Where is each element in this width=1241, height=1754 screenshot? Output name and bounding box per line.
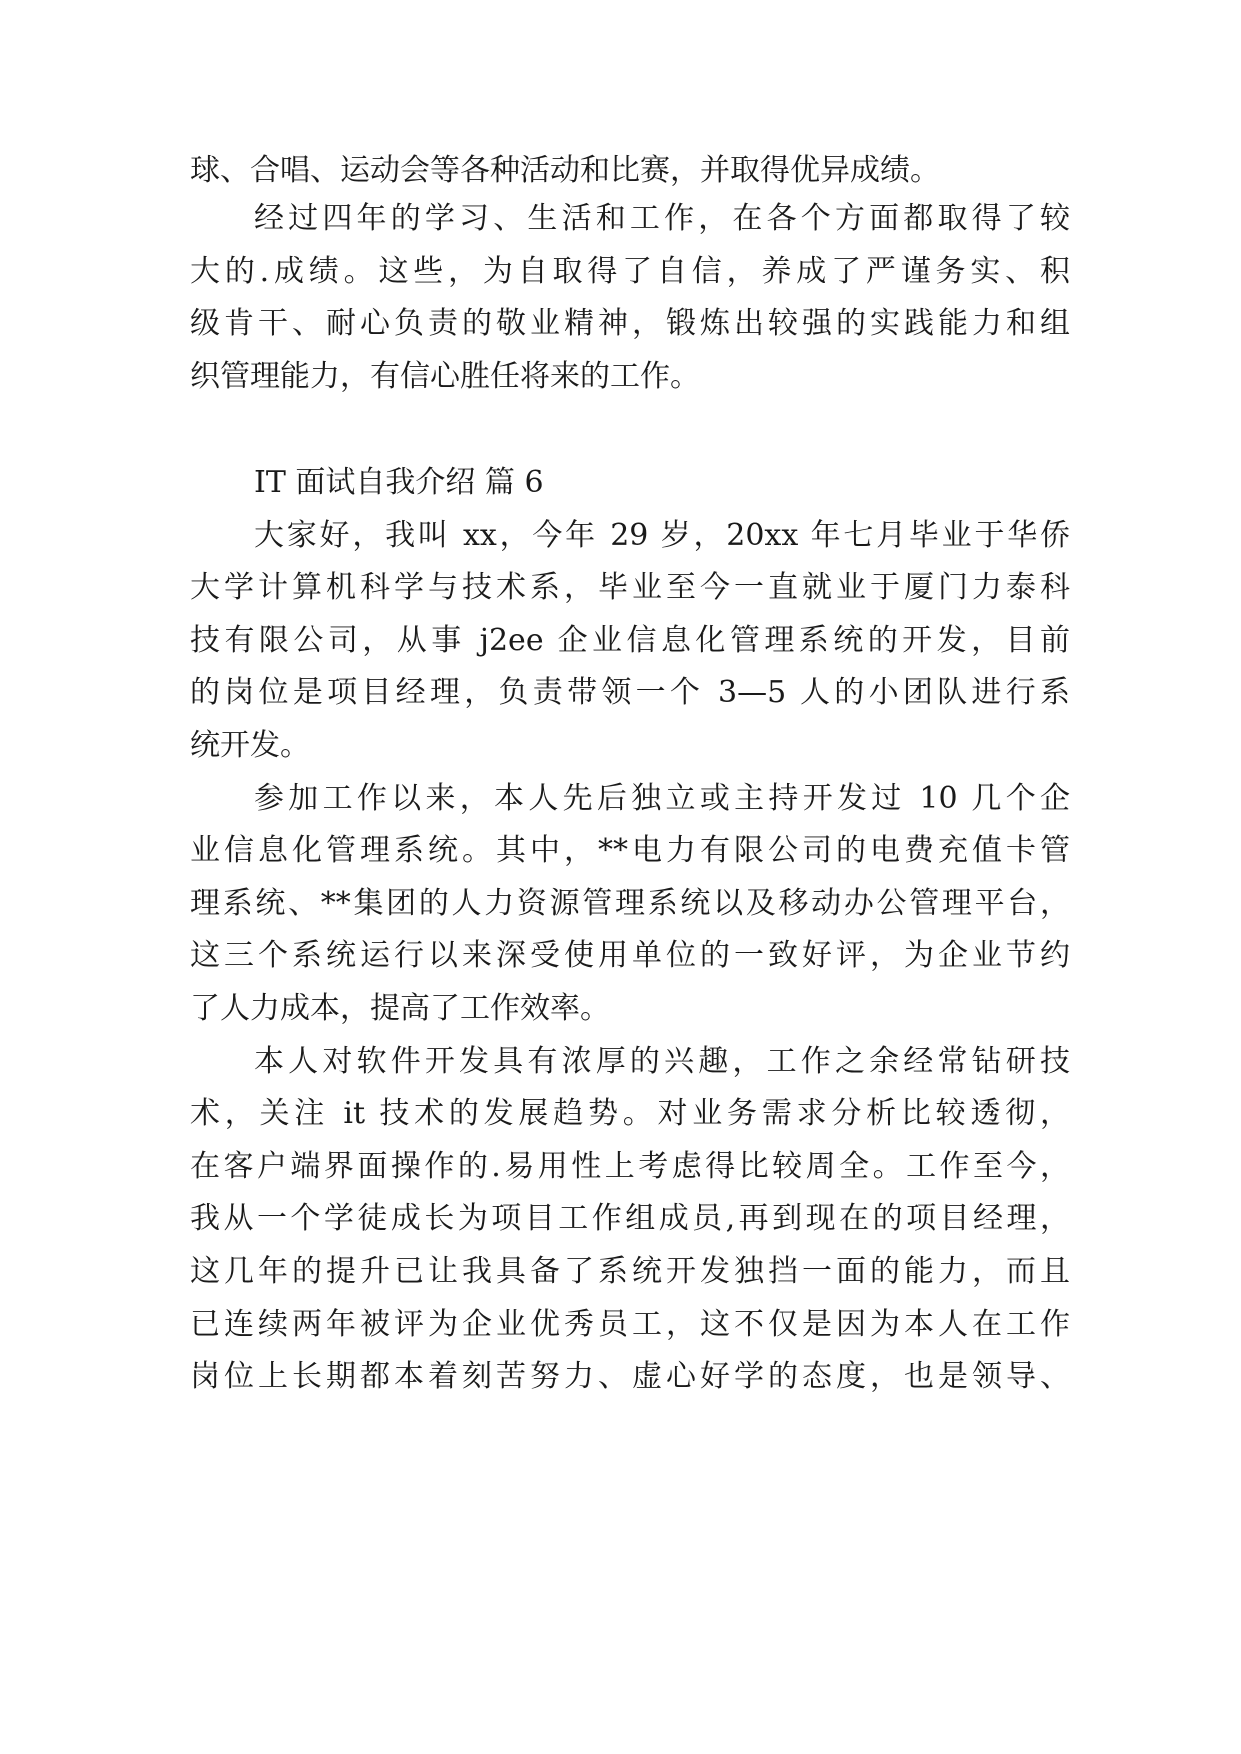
paragraph-line: 这三个系统运行以来深受使用单位的一致好评，为企业节约 [190,938,1070,973]
paragraph-line: 理系统、**集团的人力资源管理系统以及移动办公管理平台， [190,886,1070,921]
paragraph-line: 球、合唱、运动会等各种活动和比赛，并取得优异成绩。 [190,153,940,188]
section-heading: IT 面试自我介绍 篇 6 [254,465,544,500]
paragraph-line: 业信息化管理系统。其中，**电力有限公司的电费充值卡管 [190,833,1070,868]
paragraph-line: 技有限公司，从事 j2ee 企业信息化管理系统的开发，目前 [190,623,1070,658]
paragraph-line: 大家好，我叫 xx，今年 29 岁，20xx 年七月毕业于华侨 [254,518,1070,553]
paragraph-line: 我从一个学徒成长为项目工作组成员,再到现在的项目经理， [190,1201,1070,1236]
paragraph-line: 参加工作以来，本人先后独立或主持开发过 10 几个企 [254,781,1070,816]
paragraph-line: 统开发。 [190,728,310,763]
paragraph-line: 级肯干、耐心负责的敬业精神，锻炼出较强的实践能力和组 [190,306,1070,341]
paragraph-line: 术，关注 it 技术的发展趋势。对业务需求分析比较透彻， [190,1096,1070,1131]
paragraph-line: 本人对软件开发具有浓厚的兴趣，工作之余经常钻研技 [254,1044,1070,1079]
paragraph-line: 这几年的提升已让我具备了系统开发独挡一面的能力，而且 [190,1254,1070,1289]
paragraph-line: 的岗位是项目经理，负责带领一个 3—5 人的小团队进行系 [190,675,1070,710]
paragraph-line: 了人力成本，提高了工作效率。 [190,991,610,1026]
paragraph-line: 大学计算机科学与技术系，毕业至今一直就业于厦门力泰科 [190,570,1070,605]
paragraph-line: 经过四年的学习、生活和工作，在各个方面都取得了较 [254,201,1070,236]
paragraph-line: 已连续两年被评为企业优秀员工，这不仅是因为本人在工作 [190,1307,1070,1342]
paragraph-line: 大的.成绩。这些，为自取得了自信，养成了严谨务实、积 [190,254,1070,289]
paragraph-line: 在客户端界面操作的.易用性上考虑得比较周全。工作至今， [190,1149,1070,1184]
paragraph-line: 岗位上长期都本着刻苦努力、虚心好学的态度，也是领导、 [190,1359,1070,1394]
paragraph-line: 织管理能力，有信心胜任将来的工作。 [190,359,700,394]
